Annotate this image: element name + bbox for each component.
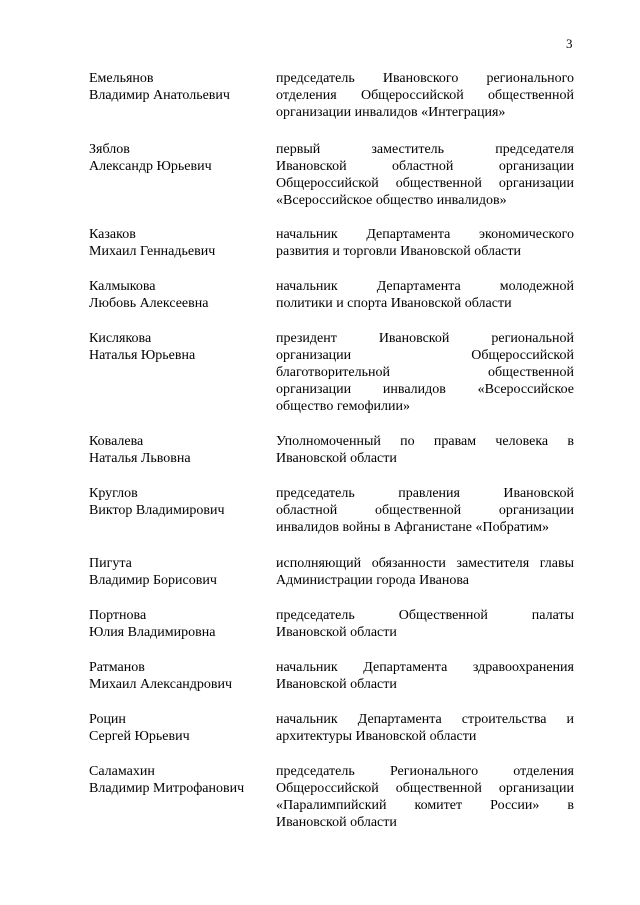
position-line: общество гемофилии» (276, 399, 410, 414)
member-surname: Ратманов (89, 660, 145, 675)
position-line: Ивановской области (276, 451, 397, 466)
position-line: организации инвалидов «Интеграция» (276, 105, 506, 120)
member-surname: Портнова (89, 608, 147, 623)
member-name (89, 433, 264, 467)
member-position (276, 278, 574, 312)
member-given-names: Виктор Владимирович (89, 503, 225, 518)
member-given-names: Владимир Митрофанович (89, 781, 245, 796)
position-line: «Паралимпийский комитет России» в (276, 798, 574, 813)
member-surname: Саламахин (89, 764, 155, 779)
position-line: политики и спорта Ивановской области (276, 296, 512, 311)
position-line: председатель Регионального отделения (276, 764, 574, 779)
member-position (276, 659, 574, 693)
position-line: Ивановской области (276, 815, 397, 830)
member-given-names: Сергей Юрьевич (89, 729, 190, 744)
member-name (89, 763, 264, 797)
member-position (276, 433, 574, 467)
position-line: начальник Департамента молодежной (276, 279, 574, 294)
member-surname: Емельянов (89, 71, 154, 86)
member-given-names: Юлия Владимировна (89, 625, 216, 640)
position-line: «Всероссийское общество инвалидов» (276, 193, 507, 208)
member-surname: Калмыкова (89, 279, 156, 294)
position-line: Ивановской областной организации (276, 159, 574, 174)
position-line: председатель правления Ивановской (276, 486, 574, 501)
member-name (89, 70, 264, 104)
member-position (276, 711, 574, 745)
position-line: начальник Департамента строительства и (276, 712, 574, 727)
position-line: организации Общероссийской (276, 348, 574, 363)
member-surname: Ковалева (89, 434, 144, 449)
member-given-names: Александр Юрьевич (89, 159, 212, 174)
member-position (276, 141, 574, 209)
member-position (276, 226, 574, 260)
position-line: начальник Департамента экономического (276, 227, 574, 242)
member-given-names: Михаил Александрович (89, 677, 233, 692)
position-line: Ивановской области (276, 625, 397, 640)
member-given-names: Наталья Юрьевна (89, 348, 196, 363)
member-name (89, 278, 264, 312)
member-given-names: Наталья Львовна (89, 451, 191, 466)
member-surname: Казаков (89, 227, 136, 242)
member-surname: Пигута (89, 556, 132, 571)
member-name (89, 711, 264, 745)
member-given-names: Михаил Геннадьевич (89, 244, 216, 259)
position-line: президент Ивановской региональной (276, 331, 574, 346)
member-name (89, 485, 264, 519)
member-name (89, 607, 264, 641)
position-line: организации инвалидов «Всероссийское (276, 382, 574, 397)
member-position (276, 763, 574, 831)
member-surname: Круглов (89, 486, 138, 501)
member-name (89, 659, 264, 693)
member-surname: Зяблов (89, 142, 130, 157)
position-line: Общероссийской общественной организации (276, 781, 574, 796)
member-given-names: Владимир Анатольевич (89, 88, 230, 103)
position-line: инвалидов войны в Афганистане «Побратим» (276, 520, 550, 535)
position-line: начальник Департамента здравоохранения (276, 660, 574, 675)
position-line: архитектуры Ивановской области (276, 729, 477, 744)
member-position (276, 330, 574, 415)
member-given-names: Любовь Алексеевна (89, 296, 209, 311)
position-line: исполняющий обязанности заместителя главы (276, 556, 574, 571)
position-line: отделения Общероссийской общественной (276, 88, 574, 103)
member-name (89, 555, 264, 589)
member-given-names: Владимир Борисович (89, 573, 217, 588)
position-line: Ивановской области (276, 677, 397, 692)
position-line: председатель Ивановского регионального (276, 71, 574, 86)
position-line: развития и торговли Ивановской области (276, 244, 521, 259)
position-line: председатель Общественной палаты (276, 608, 574, 623)
member-name (89, 330, 264, 364)
position-line: Уполномоченный по правам человека в (276, 434, 574, 449)
member-surname: Роцин (89, 712, 126, 727)
member-position (276, 70, 574, 121)
member-position (276, 607, 574, 641)
position-line: Администрации города Иванова (276, 573, 469, 588)
position-line: первый заместитель председателя (276, 142, 574, 157)
position-line: благотворительной общественной (276, 365, 574, 380)
member-surname: Кислякова (89, 331, 152, 346)
member-position (276, 555, 574, 589)
position-line: Общероссийской общественной организации (276, 176, 574, 191)
member-position (276, 485, 574, 536)
page-number: 3 (566, 36, 573, 51)
member-name (89, 226, 264, 260)
member-name (89, 141, 264, 175)
position-line: областной общественной организации (276, 503, 574, 518)
